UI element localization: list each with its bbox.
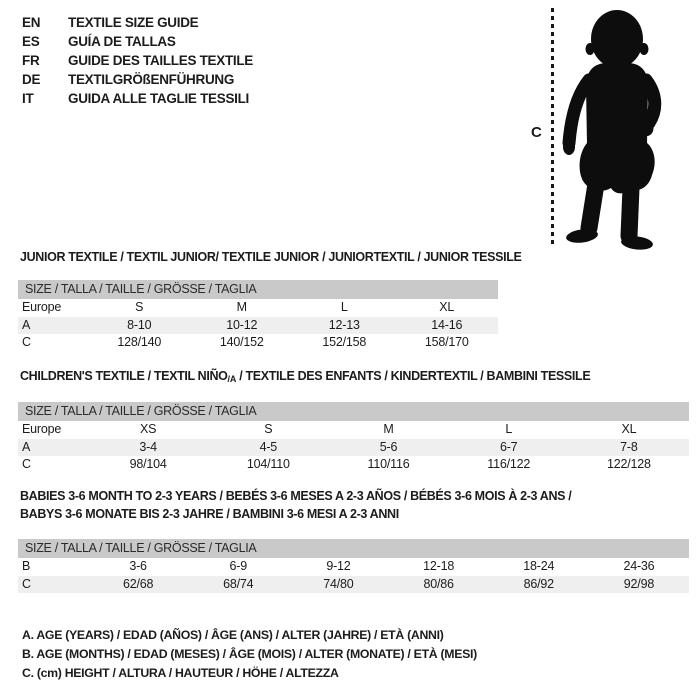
- table-row: [18, 456, 689, 474]
- table-cell: 158/170: [424, 335, 469, 349]
- children-title-sub: /A: [227, 374, 237, 384]
- babies-textile-section: [18, 487, 689, 593]
- table-cell: 86/92: [523, 576, 554, 591]
- toddler-silhouette-icon: [556, 0, 696, 250]
- junior-size-table: [18, 299, 498, 352]
- footnotes: [22, 626, 477, 683]
- table-cell: 14-16: [431, 317, 463, 332]
- table-cell: M: [236, 300, 247, 314]
- language-row: [22, 51, 253, 70]
- junior-section-title: JUNIOR TEXTILE / TEXTIL JUNIOR/ TEXTILE JUNIOR / JUNIORTEXTIL / JUNIOR TESSILE: [20, 250, 522, 264]
- language-title-list: [22, 13, 253, 108]
- table-cell: 122/128: [607, 457, 651, 471]
- language-code: DE: [22, 72, 41, 87]
- row-label: C: [22, 457, 31, 471]
- table-row: [18, 558, 689, 576]
- language-row: [22, 13, 253, 32]
- language-code: ES: [22, 34, 40, 49]
- babies-size-table: [18, 558, 689, 593]
- language-row: [22, 32, 253, 51]
- language-title: TEXTILE SIZE GUIDE: [68, 15, 199, 30]
- language-title: GUÍA DE TALLAS: [68, 34, 176, 49]
- babies-section-title: [20, 487, 689, 523]
- language-title: TEXTILGRÖßENFÜHRUNG: [68, 72, 235, 87]
- children-title-post: / TEXTILE DES ENFANTS / KINDERTEXTIL / BAMBINI TESSILE: [236, 369, 591, 383]
- height-measure-dashed-line: [551, 8, 554, 247]
- table-cell: S: [135, 300, 144, 314]
- babies-title-line2: BABYS 3-6 MONATE BIS 2-3 JAHRE / BAMBINI 3-6 MESI A 2-3 ANNI: [20, 507, 399, 521]
- size-header-bar: SIZE / TALLA / TAILLE / GRÖSSE / TAGLIA: [18, 539, 689, 558]
- footnote-b: B. AGE (MONTHS) / EDAD (MESES) / ÂGE (MOIS) / ALTER (MONATE) / ETÀ (MESI): [22, 647, 477, 661]
- table-cell: 62/68: [122, 576, 154, 591]
- table-cell: XS: [139, 422, 157, 436]
- children-textile-section: [18, 369, 689, 474]
- table-cell: 128/140: [117, 335, 162, 349]
- table-cell: 12-13: [328, 317, 360, 332]
- children-section-title: [20, 369, 689, 387]
- table-cell: 6-9: [229, 559, 247, 573]
- table-cell: 92/98: [623, 576, 655, 591]
- table-cell: 152/158: [322, 335, 367, 349]
- table-row: [18, 317, 498, 335]
- table-cell: 5-6: [379, 439, 398, 454]
- table-cell: XL: [621, 422, 637, 436]
- table-row: [18, 421, 689, 439]
- footnote-c: C. (cm) HEIGHT / ALTURA / HAUTEUR / HÖHE / ALTEZZA: [22, 666, 339, 680]
- table-cell: 104/110: [246, 457, 290, 471]
- table-cell: 7-8: [620, 439, 638, 454]
- table-cell: 110/116: [367, 457, 410, 471]
- row-label: C: [22, 335, 31, 349]
- table-row: [18, 439, 689, 457]
- table-cell: 12-18: [423, 559, 455, 573]
- language-code: IT: [22, 91, 34, 106]
- row-label: A: [22, 439, 31, 454]
- table-cell: M: [383, 422, 394, 436]
- table-cell: L: [340, 300, 348, 314]
- row-label: A: [22, 317, 31, 332]
- row-label: C: [22, 576, 31, 591]
- table-row: [18, 299, 498, 317]
- table-cell: 98/104: [129, 457, 167, 471]
- language-code: EN: [22, 15, 41, 30]
- table-cell: 10-12: [226, 317, 258, 332]
- table-cell: 74/80: [323, 576, 354, 591]
- size-header-bar: SIZE / TALLA / TAILLE / GRÖSSE / TAGLIA: [18, 402, 689, 421]
- table-cell: 140/152: [219, 335, 264, 349]
- table-cell: XL: [439, 300, 455, 314]
- children-title-pre: CHILDREN'S TEXTILE / TEXTIL NIÑO: [20, 369, 228, 383]
- table-cell: 80/86: [423, 576, 454, 591]
- language-row: [22, 89, 253, 108]
- table-cell: 68/74: [223, 576, 254, 591]
- junior-textile-section: [18, 250, 522, 352]
- table-cell: 116/122: [487, 457, 531, 471]
- table-cell: 3-6: [129, 559, 147, 573]
- height-measure-label: C: [531, 124, 542, 141]
- babies-title-line1: BABIES 3-6 MONTH TO 2-3 YEARS / BEBÉS 3-6 MESES A 2-3 AÑOS / BÉBÉS 3-6 MOIS À 2-3 ANS /: [20, 489, 572, 503]
- table-cell: 18-24: [523, 559, 555, 573]
- language-title: GUIDA ALLE TAGLIE TESSILI: [68, 91, 249, 106]
- table-cell: 24-36: [623, 559, 655, 573]
- row-label: B: [22, 559, 31, 573]
- table-cell: 9-12: [326, 559, 351, 573]
- language-row: [22, 70, 253, 89]
- language-code: FR: [22, 53, 40, 68]
- table-cell: 3-4: [139, 439, 157, 454]
- table-cell: 8-10: [127, 317, 152, 332]
- table-row: [18, 576, 689, 594]
- children-size-table: [18, 421, 689, 474]
- footnote-a: A. AGE (YEARS) / EDAD (AÑOS) / ÂGE (ANS) / ALTER (JAHRE) / ETÀ (ANNI): [22, 628, 444, 642]
- table-row: [18, 334, 498, 352]
- row-label: Europe: [22, 300, 62, 314]
- language-title: GUIDE DES TAILLES TEXTILE: [68, 53, 254, 68]
- table-cell: 6-7: [499, 439, 518, 454]
- size-header-bar: SIZE / TALLA / TAILLE / GRÖSSE / TAGLIA: [18, 280, 498, 299]
- table-cell: 4-5: [259, 439, 278, 454]
- table-cell: L: [505, 422, 513, 436]
- row-label: Europe: [22, 422, 62, 436]
- table-cell: S: [264, 422, 273, 436]
